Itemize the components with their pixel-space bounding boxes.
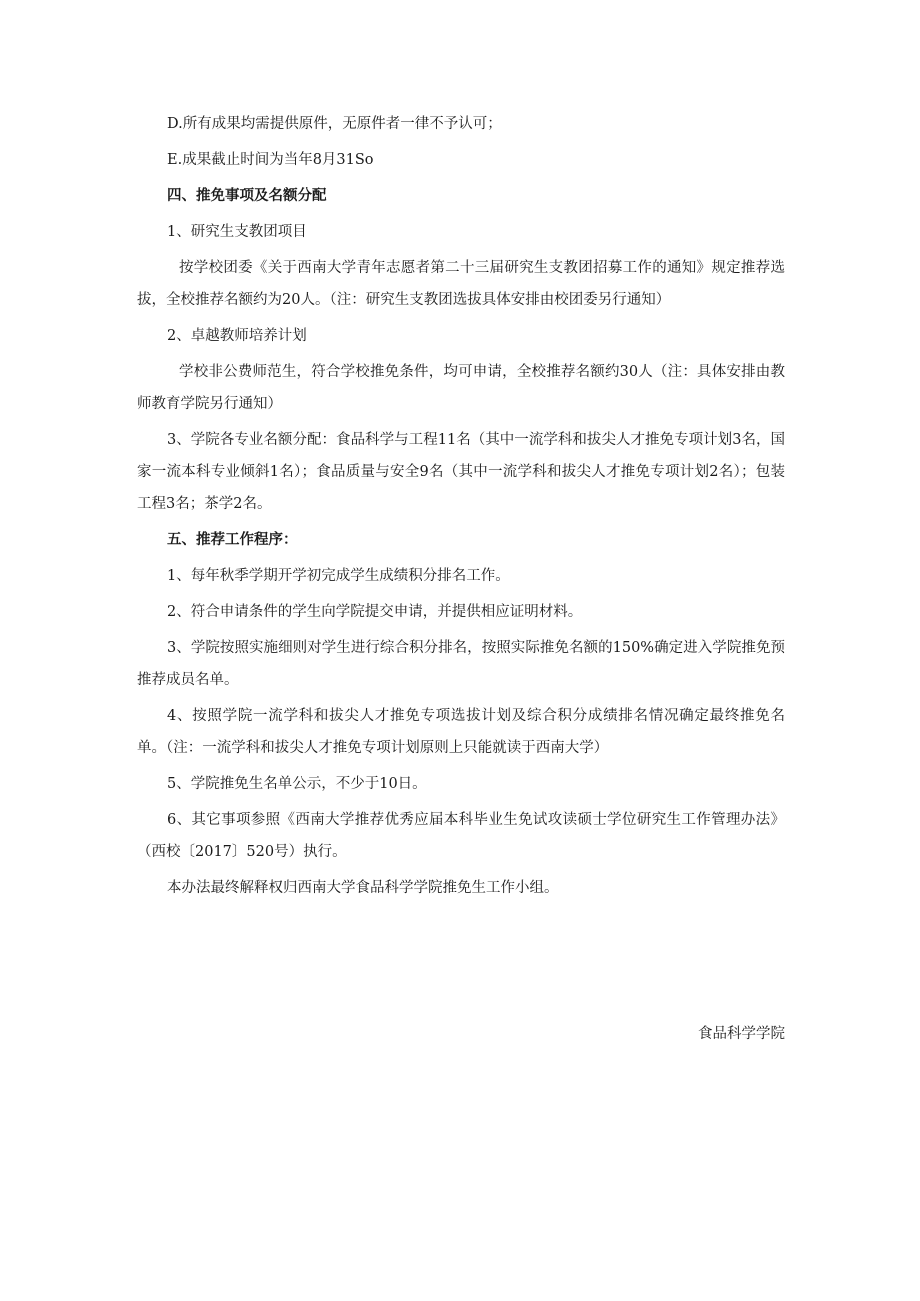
item-d: D.所有成果均需提供原件，无原件者一律不予认可； xyxy=(167,116,502,132)
s4-item-1-body: 按学校团委《关于西南大学青年志愿者第二十三届研究生支教团招募工作的通知》规定推荐选拔，全校推荐名额约为20人。（注：研究生支教团选拔具体安排由校团委另行通知） xyxy=(137,260,785,308)
s4-item-1-title: 1、研究生支教团项目 xyxy=(167,224,307,240)
s5-item-1: 1、每年秋季学期开学初完成学生成绩积分排名工作。 xyxy=(167,568,510,584)
s5-item-4: 4、按照学院一流学科和拔尖人才推免专项选拔计划及综合积分成绩排名情况确定最终推免名单。（注：一流学科和拔尖人才推免专项计划原则上只能就读于西南大学） xyxy=(137,708,785,756)
s5-item-6: 6、其它事项参照《西南大学推荐优秀应届本科毕业生免试攻读硕士学位研究生工作管理办法》（西校〔2017〕520号）执行。 xyxy=(137,812,785,860)
s5-item-3: 3、学院按照实施细则对学生进行综合积分排名，按照实际推免名额的150%确定进入学院推免预推荐成员名单。 xyxy=(137,640,785,688)
signature: 食品科学学院 xyxy=(698,1026,785,1042)
s4-item-2-body: 学校非公费师范生，符合学校推免条件，均可申请，全校推荐名额约30人（注：具体安排由教师教育学院另行通知） xyxy=(137,364,785,412)
section-4-heading: 四、推免事项及名额分配 xyxy=(167,187,327,204)
section-5-heading: 五、推荐工作程序： xyxy=(167,531,298,548)
s5-item-2: 2、符合申请条件的学生向学院提交申请，并提供相应证明材料。 xyxy=(167,604,583,620)
s4-item-3: 3、学院各专业名额分配：食品科学与工程11名（其中一流学科和拔尖人才推免专项计划3名，国家一流本科专业倾斜1名）；食品质量与安全9名（其中一流学科和拔尖人才推免专项计划2名）；包装工程3名；茶学2名。 xyxy=(137,432,785,512)
s4-item-2-title: 2、卓越教师培养计划 xyxy=(167,328,307,344)
s5-item-5: 5、学院推免生名单公示，不少于10日。 xyxy=(167,776,427,792)
document-body xyxy=(137,108,785,908)
item-e: E.成果截止时间为当年8月31So xyxy=(167,152,374,168)
closing-statement: 本办法最终解释权归西南大学食品科学学院推免生工作小组。 xyxy=(167,880,559,896)
